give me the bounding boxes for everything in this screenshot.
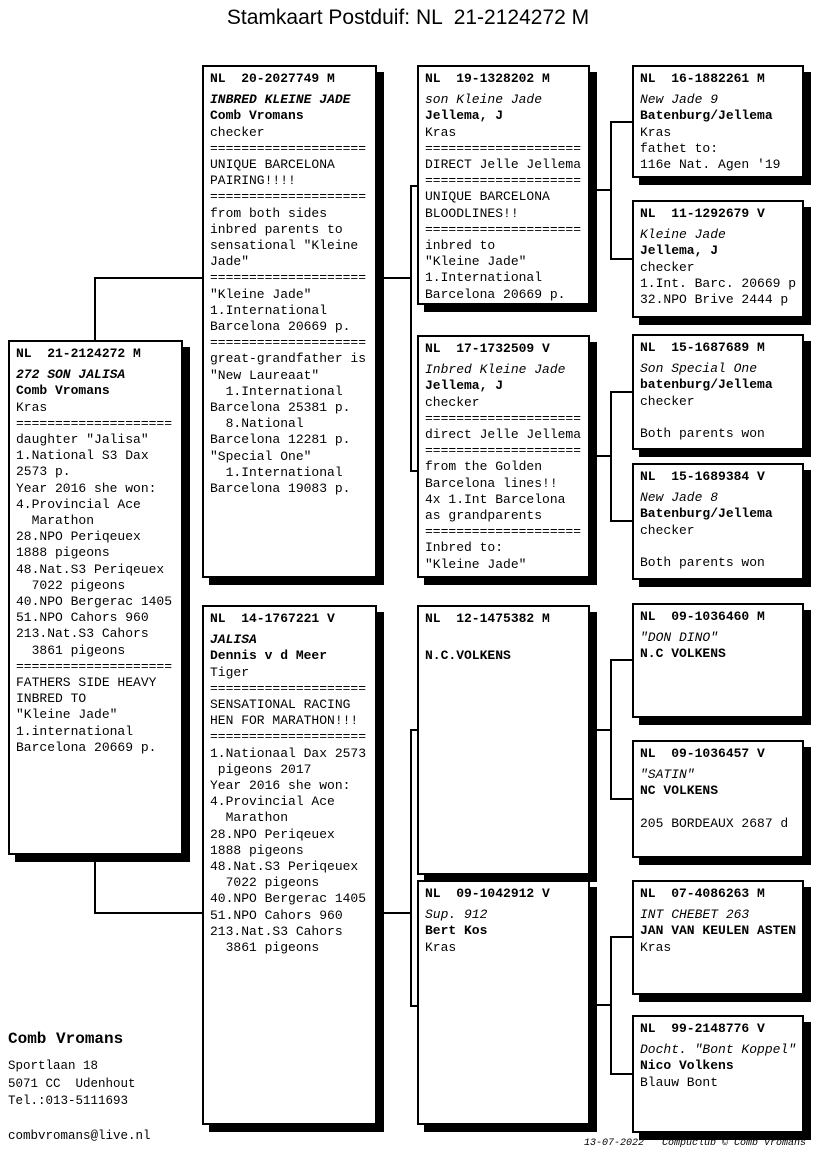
box-line: 4x 1.Int Barcelona: [425, 491, 566, 507]
connector-line: [377, 277, 412, 279]
box-line: Inbred to:: [425, 540, 504, 556]
box-line: UNIQUE BARCELONA: [425, 189, 550, 205]
box-line: [640, 539, 800, 555]
ring-number: NL 17-1732509 V: [425, 341, 550, 356]
box-line: Marathon: [210, 810, 289, 826]
pedigree-box-father: [202, 65, 377, 578]
box-line: Year 2016 she won:: [16, 480, 157, 496]
box-line: INT CHEBET 263: [640, 907, 750, 923]
connector-line: [94, 277, 96, 342]
loft-address-city: 5071 CC Udenhout: [8, 1076, 136, 1091]
connector-line: [94, 853, 96, 914]
box-line: great-grandfather is: [210, 351, 367, 367]
box-line: ====================: [210, 189, 367, 205]
connector-line: [610, 391, 612, 522]
box-line: pigeons 2017: [210, 761, 312, 777]
box-line: Jellema, J: [425, 108, 504, 124]
pedigree-box-great-grandparent-2: [632, 200, 804, 318]
box-line: as grandparents: [425, 508, 543, 524]
pedigree-box-maternal-grandfather: [417, 605, 590, 875]
box-line: 213.Nat.S3 Cahors: [16, 626, 149, 642]
box-line: 1.Nationaal Dax 2573: [210, 745, 367, 761]
pedigree-box-great-grandparent-7: [632, 880, 804, 995]
box-line: ====================: [210, 335, 367, 351]
box-line: 51.NPO Cahors 960: [16, 610, 149, 626]
box-line: BLOODLINES!!: [425, 205, 519, 221]
box-line: "SATIN": [640, 767, 695, 783]
box-line: 28.NPO Periqeuex: [16, 529, 141, 545]
connector-line: [610, 121, 634, 123]
box-line: [640, 410, 800, 426]
box-line: Kras: [640, 124, 672, 140]
connector-line: [94, 912, 204, 914]
box-line: "Kleine Jade": [425, 254, 527, 270]
pedigree-box-paternal-grandfather: [417, 65, 590, 305]
box-line: Sup. 912: [425, 907, 488, 923]
box-line: 1.International: [425, 270, 543, 286]
pedigree-box-great-grandparent-8: [632, 1015, 804, 1133]
box-line: FATHERS SIDE HEAVY: [16, 675, 157, 691]
box-line: [640, 800, 800, 816]
box-line: ====================: [16, 658, 173, 674]
box-line: ====================: [425, 140, 582, 156]
box-line: 7022 pigeons: [16, 577, 126, 593]
box-line: 7022 pigeons: [210, 875, 320, 891]
pedigree-box-great-grandparent-1: [632, 65, 804, 178]
box-line: ====================: [210, 270, 367, 286]
box-line: from both sides: [210, 205, 328, 221]
box-line: New Jade 9: [640, 92, 719, 108]
box-line: Bert Kos: [425, 923, 488, 939]
connector-line: [590, 729, 612, 731]
box-line: PAIRING!!!!: [210, 173, 296, 189]
box-line: DIRECT Jelle Jellema: [425, 157, 582, 173]
box-line: inbred parents to: [210, 221, 343, 237]
connector-line: [610, 391, 634, 393]
box-line: 8.National: [210, 416, 304, 432]
box-line: ====================: [425, 410, 582, 426]
box-line: "Kleine Jade": [210, 286, 312, 302]
ring-number: NL 12-1475382 M: [425, 611, 550, 626]
box-line: Tiger: [210, 664, 250, 680]
box-line: NC VOLKENS: [640, 783, 719, 799]
box-line: Marathon: [16, 513, 95, 529]
box-line: 1888 pigeons: [210, 842, 304, 858]
pedigree-box-maternal-grandmother: [417, 880, 590, 1125]
box-line: ====================: [16, 415, 173, 431]
box-line: ====================: [210, 140, 367, 156]
box-line: "New Laureaat": [210, 367, 320, 383]
box-line: Barcelona 19083 p.: [210, 481, 351, 497]
box-line: son Kleine Jade: [425, 92, 543, 108]
box-line: direct Jelle Jellema: [425, 427, 582, 443]
box-line: Kras: [425, 939, 457, 955]
box-line: Comb Vromans: [16, 383, 110, 399]
pedigree-box-great-grandparent-3: [632, 334, 804, 450]
box-line: 28.NPO Periqeuex: [210, 826, 335, 842]
box-line: HEN FOR MARATHON!!!: [210, 713, 359, 729]
pedigree-box-subject: [8, 340, 183, 855]
ring-number: NL 07-4086263 M: [640, 886, 765, 901]
pedigree-box-great-grandparent-6: [632, 740, 804, 858]
box-line: Dennis v d Meer: [210, 648, 328, 664]
connector-line: [610, 659, 612, 800]
connector-line: [590, 189, 612, 191]
box-line: 48.Nat.S3 Periqeuex: [210, 859, 359, 875]
box-line: 48.Nat.S3 Periqeuex: [16, 561, 165, 577]
loft-contact-block: [8, 1030, 151, 1145]
ring-number: NL 15-1689384 V: [640, 469, 765, 484]
box-line: 1.International: [210, 464, 343, 480]
connector-line: [610, 1073, 634, 1075]
box-line: ====================: [425, 443, 582, 459]
box-line: batenburg/Jellema: [640, 377, 773, 393]
ring-number: NL 16-1882261 M: [640, 71, 765, 86]
box-line: Jellema, J: [425, 378, 504, 394]
box-line: 3861 pigeons: [16, 642, 126, 658]
box-line: 1.international: [16, 723, 134, 739]
pedigree-box-great-grandparent-5: [632, 603, 804, 718]
ring-number: NL 99-2148776 V: [640, 1021, 765, 1036]
box-line: JAN VAN KEULEN ASTEN: [640, 923, 797, 939]
connector-line: [610, 258, 634, 260]
box-line: Both parents won: [640, 426, 765, 442]
box-line: Both parents won: [640, 555, 765, 571]
box-line: 213.Nat.S3 Cahors: [210, 923, 343, 939]
box-line: 51.NPO Cahors 960: [210, 907, 343, 923]
connector-line: [610, 121, 612, 260]
pedigree-box-paternal-grandmother: [417, 335, 590, 578]
box-line: Kras: [16, 399, 48, 415]
box-line: 1.Int. Barc. 20669 p: [640, 275, 797, 291]
connector-line: [610, 936, 612, 1075]
connector-line: [410, 185, 412, 472]
box-line: inbred to: [425, 238, 496, 254]
loft-name: Comb Vromans: [8, 1030, 124, 1048]
ring-number: NL 19-1328202 M: [425, 71, 550, 86]
box-line: sensational "Kleine: [210, 238, 359, 254]
loft-address-street: Sportlaan 18: [8, 1059, 99, 1073]
connector-line: [610, 798, 634, 800]
box-line: daughter "Jalisa": [16, 432, 149, 448]
box-line: INBRED TO: [16, 691, 87, 707]
ring-number: NL 11-1292679 V: [640, 206, 765, 221]
box-line: ====================: [425, 221, 582, 237]
box-line: 32.NPO Brive 2444 p: [640, 292, 789, 308]
box-line: ====================: [425, 524, 582, 540]
box-line: Barcelona 20669 p.: [425, 286, 566, 302]
box-line: 272 SON JALISA: [16, 367, 126, 383]
box-line: 3861 pigeons: [210, 940, 320, 956]
box-line: Batenburg/Jellema: [640, 506, 773, 522]
box-line: Jade": [210, 254, 250, 270]
connector-line: [610, 659, 634, 661]
box-line: Kras: [425, 124, 457, 140]
box-line: checker: [425, 394, 480, 410]
box-line: "DON DINO": [640, 630, 719, 646]
box-line: Barcelona lines!!: [425, 475, 558, 491]
box-line: 1.International: [210, 302, 328, 318]
box-line: 1.National S3 Dax: [16, 448, 149, 464]
box-line: 4.Provincial Ace: [210, 794, 335, 810]
box-line: "Kleine Jade": [16, 707, 118, 723]
box-line: fathet to:: [640, 140, 719, 156]
connector-line: [410, 729, 412, 1007]
box-line: Son Special One: [640, 361, 758, 377]
connector-line: [377, 912, 412, 914]
box-line: N.C VOLKENS: [640, 646, 726, 662]
box-line: "Kleine Jade": [425, 556, 527, 572]
box-line: checker: [640, 522, 695, 538]
box-line: Kleine Jade: [640, 227, 726, 243]
ring-number: NL 15-1687689 M: [640, 340, 765, 355]
box-line: Barcelona 20669 p.: [16, 739, 157, 755]
loft-email: combvromans@live.nl: [8, 1128, 151, 1143]
box-line: Docht. "Bont Koppel": [640, 1042, 797, 1058]
ring-number: NL 14-1767221 V: [210, 611, 335, 626]
box-line: [425, 632, 586, 648]
box-line: Inbred Kleine Jade: [425, 362, 566, 378]
box-line: 40.NPO Bergerac 1405: [16, 594, 173, 610]
box-line: ====================: [210, 680, 367, 696]
box-line: ====================: [425, 173, 582, 189]
box-line: 205 BORDEAUX 2687 d: [640, 815, 789, 831]
ring-number: NL 21-2124272 M: [16, 346, 141, 361]
box-line: UNIQUE BARCELONA: [210, 157, 335, 173]
connector-line: [610, 520, 634, 522]
box-line: checker: [210, 124, 265, 140]
ring-number: NL 20-2027749 M: [210, 71, 335, 86]
box-line: JALISA: [210, 632, 257, 648]
box-line: "Special One": [210, 448, 312, 464]
page-title: Stamkaart Postduif: NL 21-2124272 M: [226, 6, 590, 29]
ring-number: NL 09-1042912 V: [425, 886, 550, 901]
box-line: checker: [640, 259, 695, 275]
box-line: Year 2016 she won:: [210, 778, 351, 794]
connector-line: [590, 455, 612, 457]
box-line: Jellema, J: [640, 243, 719, 259]
box-line: SENSATIONAL RACING: [210, 697, 351, 713]
box-line: Barcelona 25381 p.: [210, 400, 351, 416]
box-line: 4.Provincial Ace: [16, 496, 141, 512]
connector-line: [94, 277, 204, 279]
box-line: 1888 pigeons: [16, 545, 110, 561]
box-line: Nico Volkens: [640, 1058, 734, 1074]
pedigree-box-mother: [202, 605, 377, 1125]
box-line: Comb Vromans: [210, 108, 304, 124]
box-line: New Jade 8: [640, 490, 719, 506]
ring-number: NL 09-1036460 M: [640, 609, 765, 624]
box-line: from the Golden: [425, 459, 543, 475]
box-line: 40.NPO Bergerac 1405: [210, 891, 367, 907]
connector-line: [590, 1004, 612, 1006]
ring-number: NL 09-1036457 V: [640, 746, 765, 761]
print-info: 13-07-2022 Compuclub © Comb Vromans: [583, 1138, 806, 1149]
box-line: 1.International: [210, 383, 343, 399]
pedigree-box-great-grandparent-4: [632, 463, 804, 580]
box-line: Kras: [640, 939, 672, 955]
box-line: INBRED KLEINE JADE: [210, 92, 351, 108]
box-line: Barcelona 12281 p.: [210, 432, 351, 448]
connector-line: [610, 936, 634, 938]
box-line: N.C.VOLKENS: [425, 648, 511, 664]
box-line: ====================: [210, 729, 367, 745]
box-line: 116e Nat. Agen '19: [640, 157, 781, 173]
box-line: Batenburg/Jellema: [640, 108, 773, 124]
box-line: Blauw Bont: [640, 1074, 719, 1090]
box-line: 2573 p.: [16, 464, 71, 480]
loft-phone: Tel.:013-5111693: [8, 1094, 129, 1108]
box-line: Barcelona 20669 p.: [210, 319, 351, 335]
box-line: checker: [640, 393, 695, 409]
